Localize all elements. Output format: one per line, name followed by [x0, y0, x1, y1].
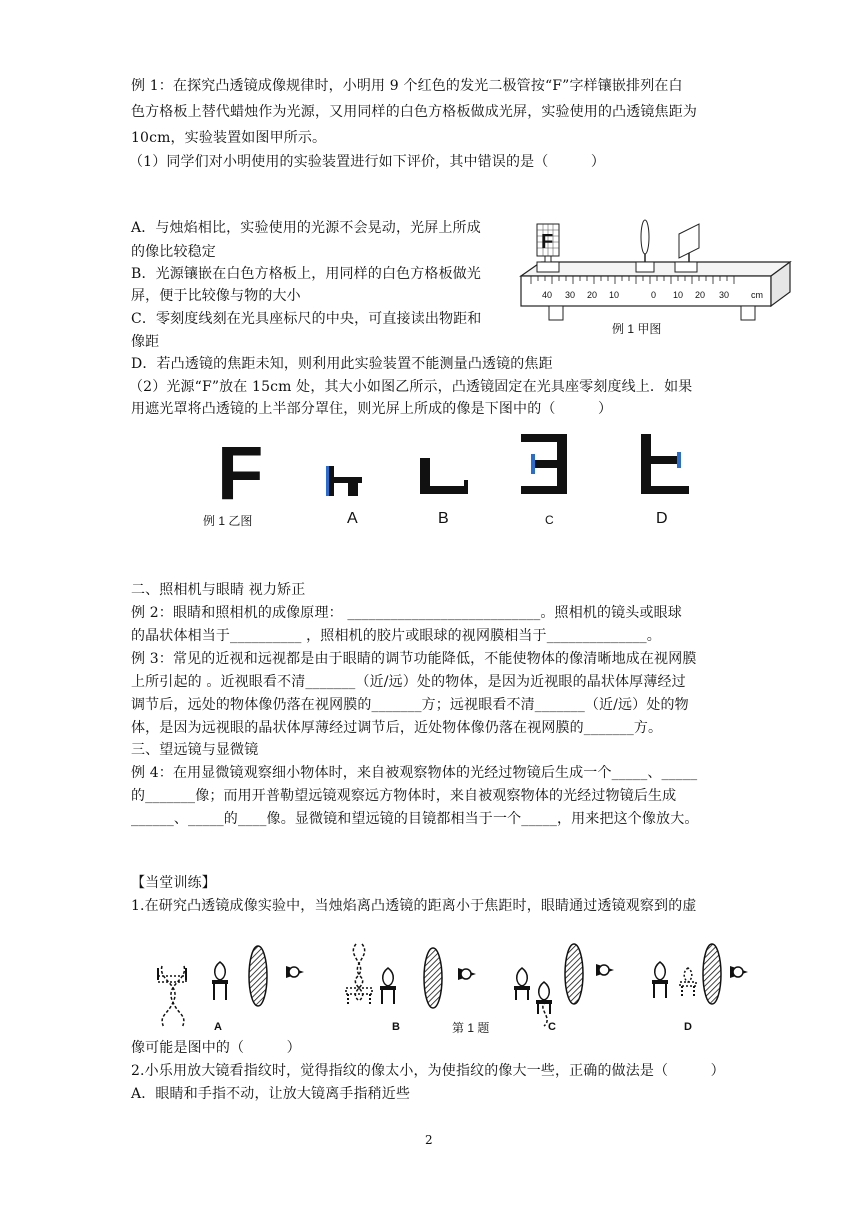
ex1-option-c-line1: C．零刻度线刻在光具座标尺的中央，可直接读出物距和 — [131, 311, 482, 327]
fig1-choice-b-label: B — [392, 1021, 400, 1033]
group-a — [158, 946, 304, 1028]
group-b — [346, 944, 476, 1008]
choice-d-image — [637, 432, 693, 496]
practice-q1-line1: 1.在研究凸透镜成像实验中，当烛焰离凸透镜的距离小于焦距时，眼睛通过透镜观察到的虚 — [131, 898, 697, 914]
scale-unit-label: cm — [751, 290, 763, 300]
ex1-option-b-line1: B．光源镶嵌在白色方格板上，用同样的白色方格板做光 — [131, 266, 482, 282]
scale-tick-label: 30 — [565, 290, 576, 300]
scale-tick-label: 10 — [609, 290, 620, 300]
ex2-line2: 的晶状体相当于__________ ，照相机的胶片或眼球的视网膜相当于______________。 — [131, 628, 661, 644]
choice-d-label: D — [656, 510, 668, 527]
figure-yi-caption: 例 1 乙图 — [203, 514, 253, 528]
letter-f-source: F — [217, 431, 264, 516]
ex1-line1: 例 1：在探究凸透镜成像规律时，小明用 9 个红色的发光二极管按“F”字样镶嵌排列在白 — [131, 78, 683, 94]
scale-tick-label: 30 — [719, 290, 730, 300]
optical-bench-figure — [515, 218, 795, 328]
ex1-line2: 色方格板上替代蜡烛作为光源，又用同样的白色方格板做成光屏，实验使用的凸透镜焦距为 — [131, 104, 697, 120]
ex1-option-c-line2: 像距 — [131, 334, 160, 350]
practice-q2-line1: 2.小乐用放大镜看指纹时，觉得指纹的像太小，为使指纹的像大一些，正确的做法是（ ） — [131, 1063, 725, 1079]
ex4-line2: 的_______像；而用开普勒望远镜观察远方物体时，来自被观察物体的光经过物镜后生成 — [131, 788, 677, 804]
group-d — [652, 944, 748, 1004]
ex1-option-a-line2: 的像比较稳定 — [131, 244, 216, 260]
ex4-line3: ______、_____的____像。显微镜和望远镜的目镜都相当于一个_____，用来把这个像放大。 — [131, 811, 699, 827]
section2-heading: 二、照相机与眼睛 视力矫正 — [131, 582, 306, 598]
ex1-q2-line2: 用遮光罩将凸透镜的上半部分罩住，则光屏上所成的像是下图中的（ ） — [131, 401, 613, 417]
group-c — [514, 944, 614, 1026]
ex1-option-a-line1: A．与烛焰相比，实验使用的光源不会晃动，光屏上所成 — [131, 220, 481, 236]
candle-lens-figure — [140, 928, 780, 1038]
ex1-option-b-line2: 屏，便于比较像与物的大小 — [131, 288, 301, 304]
choice-c-label: C — [545, 513, 554, 527]
practice-q1-line2: 像可能是图中的（ ） — [131, 1040, 301, 1056]
choice-b-image — [414, 456, 474, 496]
practice-heading: 【当堂训练】 — [131, 875, 216, 891]
scale-tick-label: 10 — [673, 290, 684, 300]
scale-tick-label: 40 — [542, 290, 553, 300]
ex1-line3: 10cm，实验装置如图甲所示。 — [131, 130, 327, 146]
ex4-line1: 例 4：在用显微镜观察细小物体时，来自被观察物体的光经过物镜后生成一个_____、_____ — [131, 765, 698, 781]
fig1-choice-d-label: D — [684, 1021, 692, 1033]
scale-tick-label: 0 — [651, 290, 657, 300]
fig1-caption: 第 1 题 — [452, 1021, 490, 1035]
fig1-choice-c-label: C — [548, 1021, 556, 1033]
ex2-line1: 例 2：眼睛和照相机的成像原理： ___________________________。照相机的镜头或眼球 — [131, 605, 682, 621]
ex3-line1: 例 3：常见的近视和远视都是由于眼睛的调节功能降低，不能使物体的像清晰地成在视网膜 — [131, 651, 697, 667]
scale-tick-label: 20 — [695, 290, 706, 300]
light-source-letter: F — [541, 231, 554, 253]
ex3-line2: 上所引起的 。近视眼看不清_______（近/远）处的物体，是因为近视眼的晶状体厚薄经过 — [131, 674, 686, 690]
choice-b-label: B — [438, 510, 449, 527]
ex3-line4: 体，是因为远视眼的晶状体厚薄经过调节后，近处物体像仍落在视网膜的_______方。 — [131, 720, 663, 736]
figure-jia-caption: 例 1 甲图 — [612, 322, 662, 336]
ex1-option-d: D．若凸透镜的焦距未知，则利用此实验装置不能测量凸透镜的焦距 — [131, 356, 553, 372]
choice-c-image — [519, 432, 575, 496]
ex1-q1: （1）同学们对小明使用的实验装置进行如下评价，其中错误的是（ ） — [129, 154, 606, 170]
page-number: 2 — [425, 1133, 433, 1147]
practice-q2-option-a: A．眼睛和手指不动，让放大镜离手指稍近些 — [131, 1086, 411, 1102]
ex1-q2-line1: （2）光源“F”放在 15cm 处，其大小如图乙所示，凸透镜固定在光具座零刻度线上．如果 — [129, 379, 693, 395]
fig1-choice-a-label: A — [214, 1021, 222, 1033]
scale-tick-label: 20 — [587, 290, 598, 300]
ex3-line3: 调节后，远处的物体像仍落在视网膜的_______方；远视眼看不清_______（近/远）处的物 — [131, 697, 689, 713]
choice-a-label: A — [347, 510, 358, 527]
section3-heading: 三、望远镜与显微镜 — [131, 742, 259, 758]
choice-a-image — [326, 462, 368, 498]
